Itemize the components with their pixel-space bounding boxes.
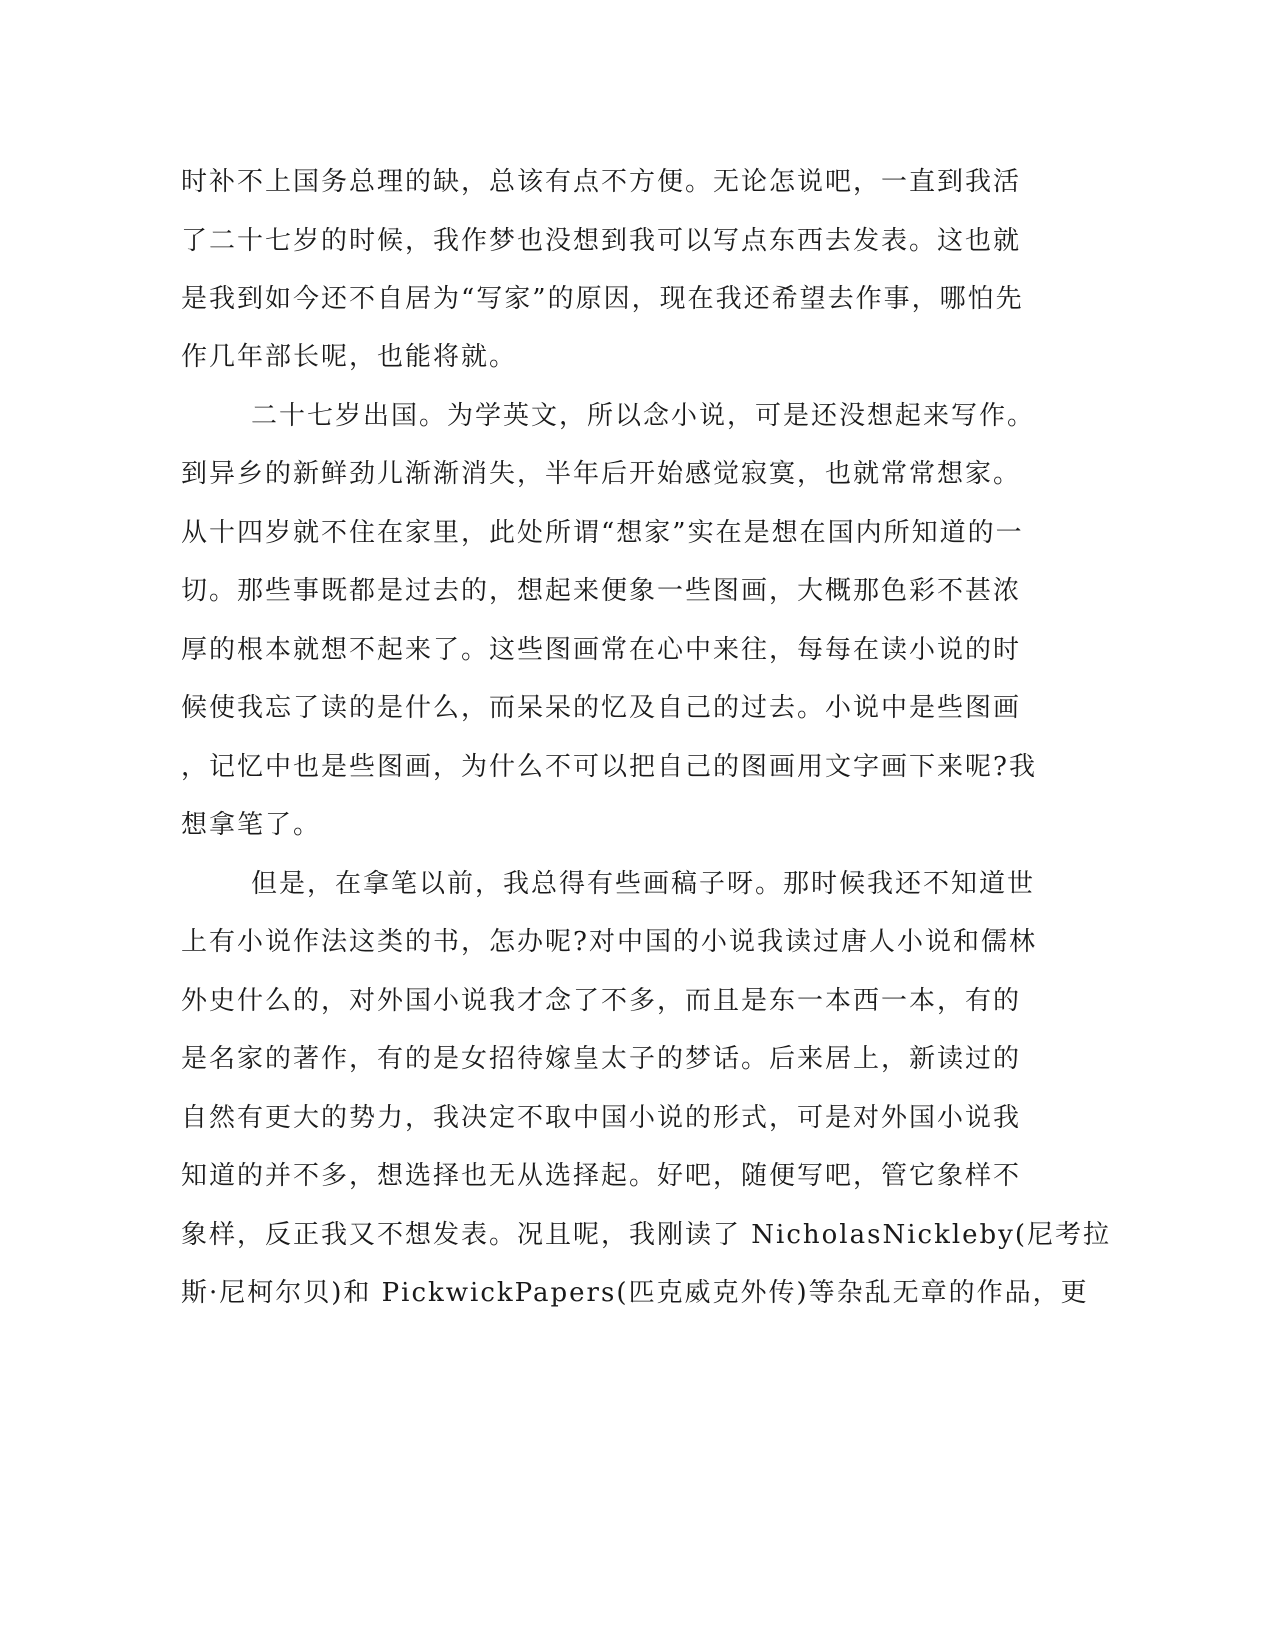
text-line: 上有小说作法这类的书，怎办呢?对中国的小说我读过唐人小说和儒林	[181, 927, 1037, 957]
text-line: 从十四岁就不住在家里，此处所谓“想家”实在是想在国内所知道的一	[181, 518, 1024, 548]
text-line: 候使我忘了读的是什么，而呆呆的忆及自己的过去。小说中是些图画	[181, 693, 1022, 723]
text-line: 作几年部长呢，也能将就。	[181, 342, 518, 372]
text-line: 到异乡的新鲜劲儿渐渐消失，半年后开始感觉寂寞，也就常常想家。	[181, 459, 1022, 489]
text-line: 外史什么的，对外国小说我才念了不多，而且是东一本西一本，有的	[181, 986, 1022, 1016]
text-line: 二十七岁出国。为学英文，所以念小说，可是还没想起来写作。	[251, 401, 1036, 431]
text-line: ，记忆中也是些图画，为什么不可以把自己的图画用文字画下来呢?我	[181, 752, 1037, 782]
text-line: 象样，反正我又不想发表。况且呢，我刚读了 NicholasNickleby(尼考拉	[181, 1220, 1112, 1250]
text-line: 了二十七岁的时候，我作梦也没想到我可以写点东西去发表。这也就	[181, 226, 1022, 256]
text-line: 自然有更大的势力，我决定不取中国小说的形式，可是对外国小说我	[181, 1103, 1022, 1133]
text-line: 斯·尼柯尔贝)和 PickwickPapers(匹克威克外传)等杂乱无章的作品，更	[181, 1278, 1089, 1308]
text-line: 想拿笔了。	[181, 810, 322, 840]
text-line: 厚的根本就想不起来了。这些图画常在心中来往，每每在读小说的时	[181, 635, 1022, 665]
text-line: 切。那些事既都是过去的，想起来便象一些图画，大概那色彩不甚浓	[181, 576, 1022, 606]
text-line: 但是，在拿笔以前，我总得有些画稿子呀。那时候我还不知道世	[251, 869, 1036, 899]
text-line: 时补不上国务总理的缺，总该有点不方便。无论怎说吧，一直到我活	[181, 167, 1022, 197]
text-line: 知道的并不多，想选择也无从选择起。好吧，随便写吧，管它象样不	[181, 1161, 1022, 1191]
text-line: 是名家的著作，有的是女招待嫁皇太子的梦话。后来居上，新读过的	[181, 1044, 1022, 1074]
text-line: 是我到如今还不自居为“写家”的原因，现在我还希望去作事，哪怕先	[181, 284, 1024, 314]
